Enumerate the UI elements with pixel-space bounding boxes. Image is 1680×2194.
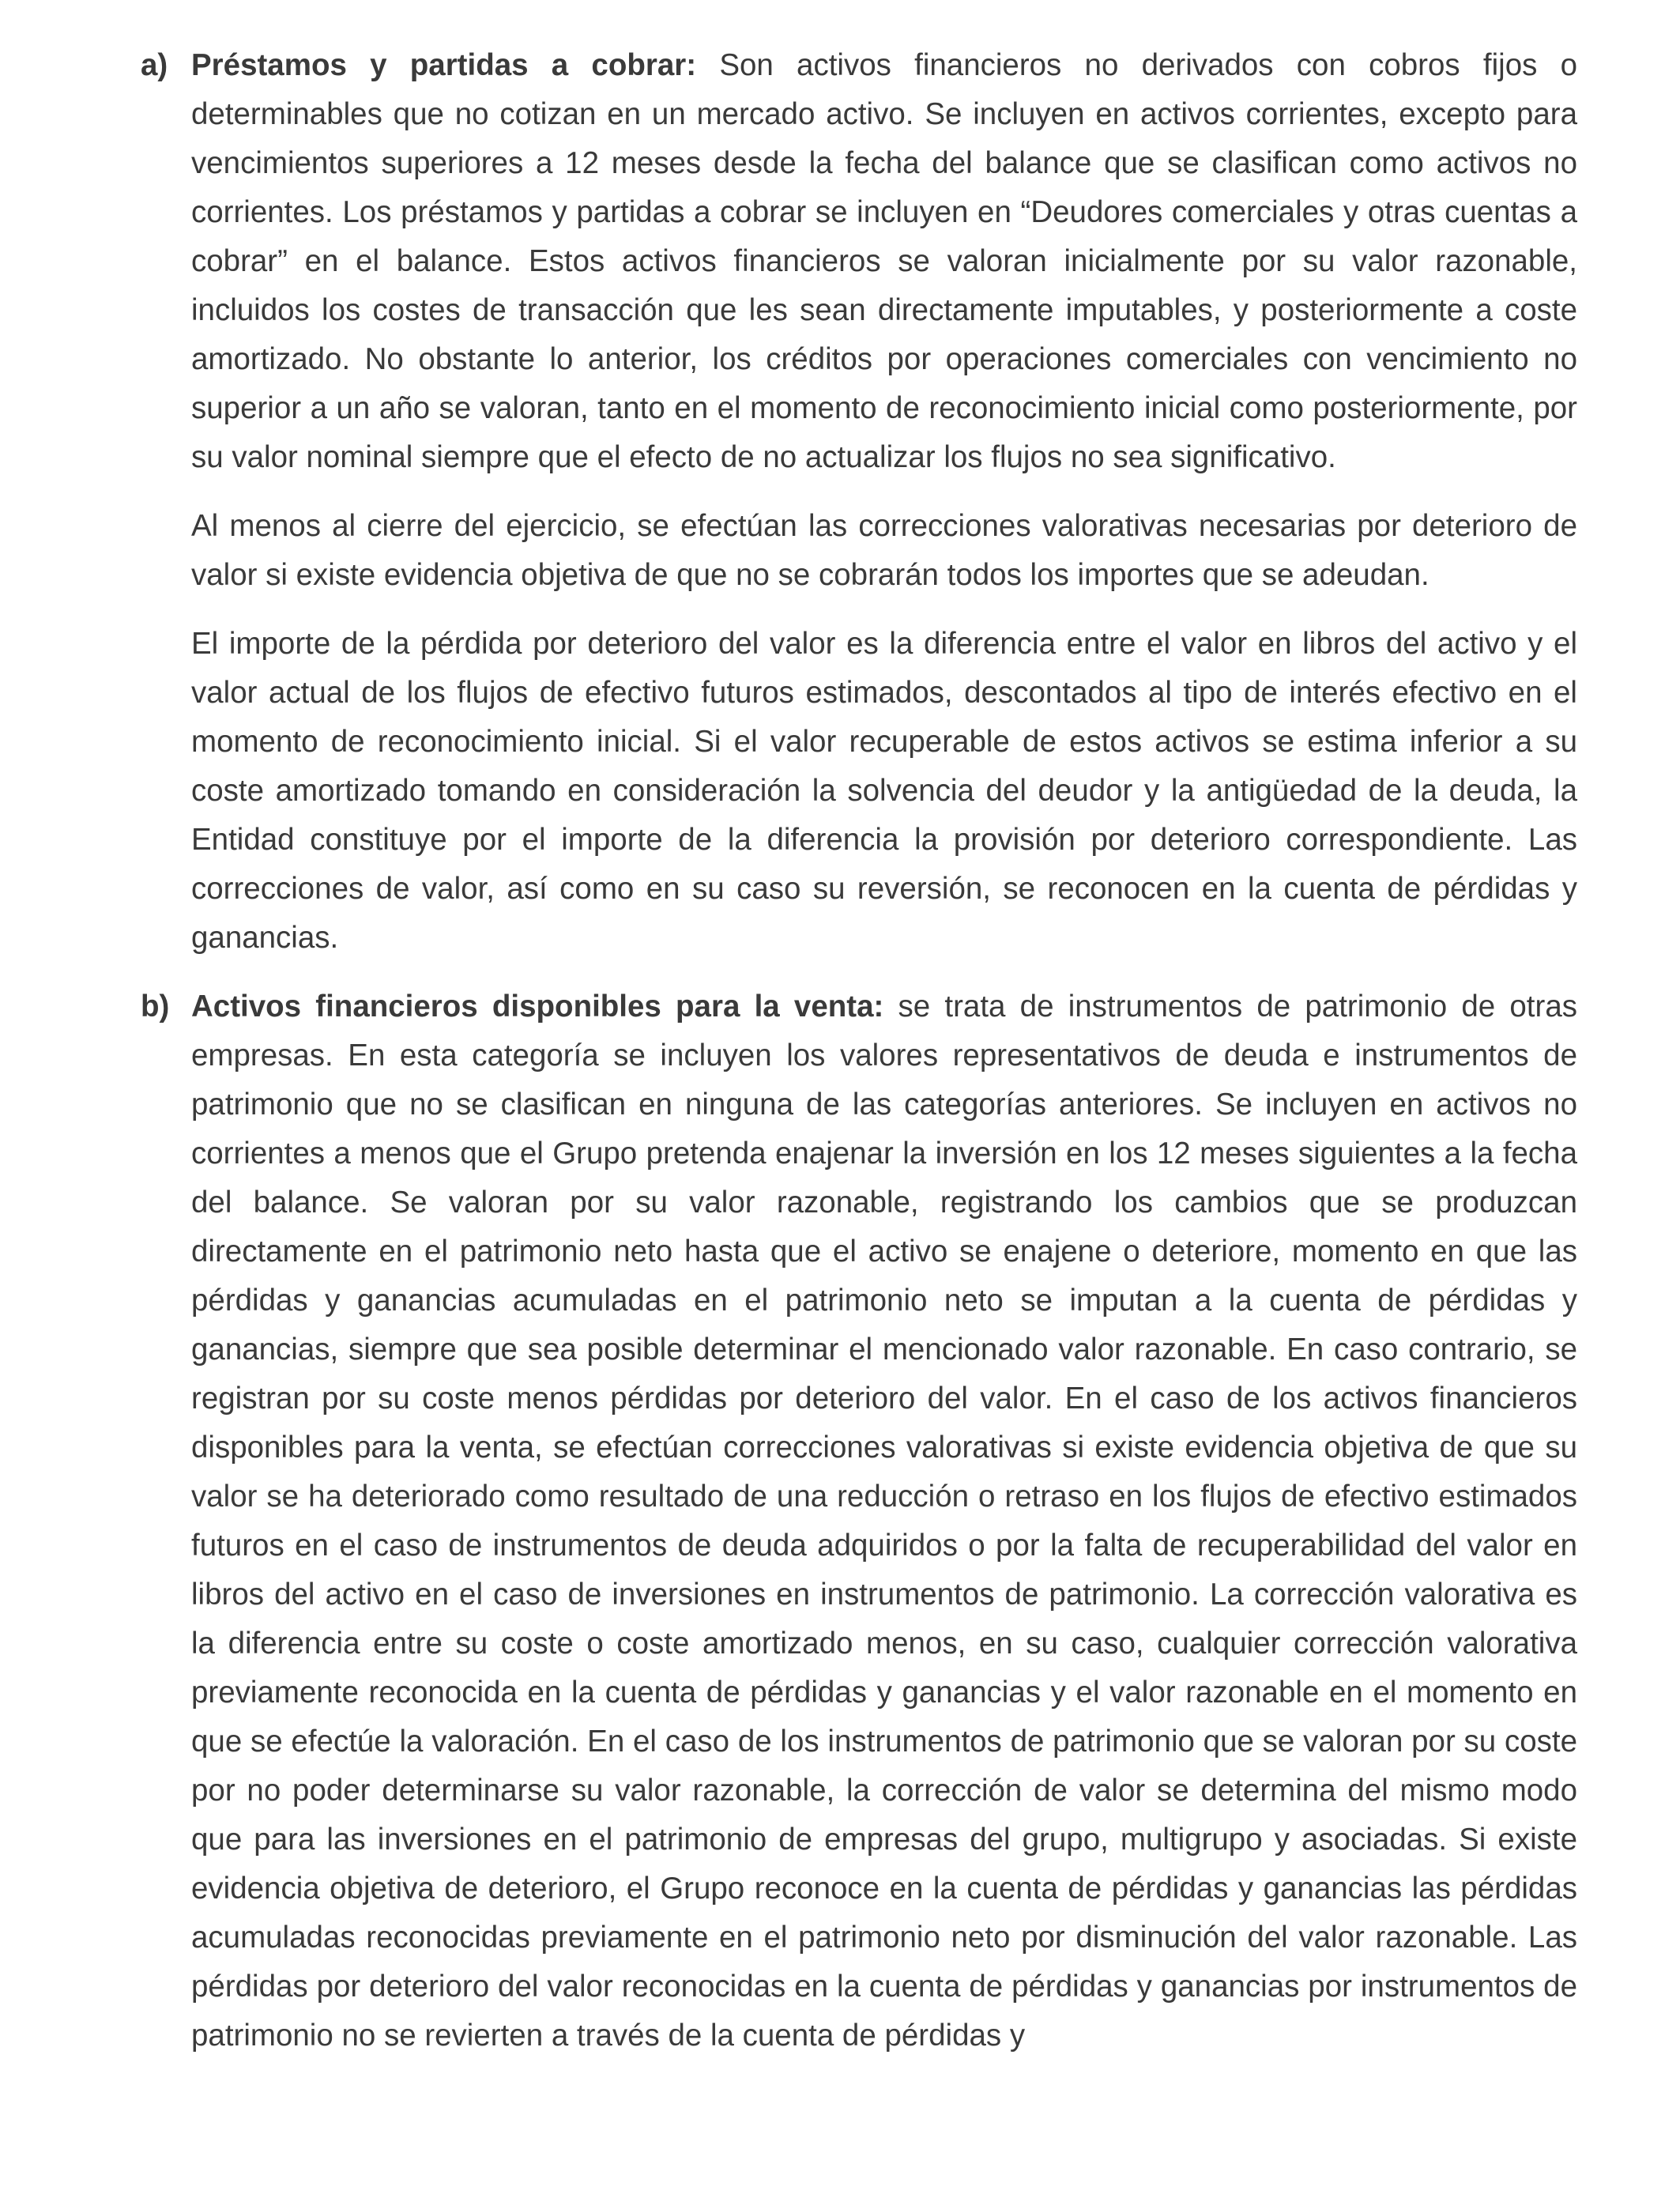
list-item-a [141, 41, 1577, 963]
list-marker-b: b) [141, 990, 170, 1023]
term-heading-b: Activos financieros disponibles para la venta: [191, 990, 884, 1023]
paragraph-a-2: Al menos al cierre del ejercicio, se efectúan las correcciones valorativas necesarias por deterioro de valor si existe evidencia objetiva de que no se cobrarán todos los importes que se adeudan. [191, 509, 1577, 592]
paragraph-b-1-text: se trata de instrumentos de patrimonio de otras empresas. En esta categoría se incluyen los valores representativos de deuda e instrumentos de patrimonio que no se clasifican en ninguna de las categorías anteriores. Se incluyen en activos no corrientes a menos que el Grupo pretenda enajenar la inversión en los 12 meses siguientes a la fecha del balance. Se valoran por su valor razonable, registrando los cambios que se produzcan directamente en el patrimonio neto hasta que el activo se enajene o deteriore, momento en que las pérdidas y ganancias acumuladas en el patrimonio neto se imputan a la cuenta de pérdidas y ganancias, siempre que sea posible determinar el mencionado valor razonable. En caso contrario, se registran por su coste menos pérdidas por deterioro del valor. En el caso de los activos financieros disponibles para la venta, se efectúan correcciones valorativas si existe evidencia objetiva de que su valor se ha deteriorado como resultado de una reducción o retraso en los flujos de efectivo estimados futuros en el caso de instrumentos de deuda adquiridos o por la falta de recuperabilidad del valor en libros del activo en el caso de inversiones en instrumentos de patrimonio. La corrección valorativa es la diferencia entre su coste o coste amortizado menos, en su caso, cualquier corrección valorativa previamente reconocida en la cuenta de pérdidas y ganancias y el valor razonable en el momento en que se efectúe la valoración. En el caso de los instrumentos de patrimonio que se valoran por su coste por no poder determinarse su valor razonable, la corrección de valor se determina del mismo modo que para las inversiones en el patrimonio de empresas del grupo, multigrupo y asociadas. Si existe evidencia objetiva de deterioro, el Grupo reconoce en la cuenta de pérdidas y ganancias las pérdidas acumuladas reconocidas previamente en el patrimonio neto por disminución del valor razonable. Las pérdidas por deterioro del valor reconocidas en la cuenta de pérdidas y ganancias por instrumentos de patrimonio no se revierten a través de la cuenta de pérdidas y [191, 990, 1577, 2053]
paragraph-a-3: El importe de la pérdida por deterioro del valor es la diferencia entre el valor en libros del activo y el valor actual de los flujos de efectivo futuros estimados, descontados al tipo de interés efectivo en el momento de reconocimiento inicial. Si el valor recuperable de estos activos se estima inferior a su coste amortizado tomando en consideración la solvencia del deudor y la antigüedad de la deuda, la Entidad constituye por el importe de la diferencia la provisión por deterioro correspondiente. Las correcciones de valor, así como en su caso su reversión, se reconocen en la cuenta de pérdidas y ganancias. [191, 627, 1577, 955]
term-heading-a: Préstamos y partidas a cobrar: [191, 48, 697, 82]
document-body [141, 41, 1577, 2060]
list-item-b [141, 982, 1577, 2060]
paragraph-b-1 [191, 982, 1577, 2060]
list-marker-a: a) [141, 48, 168, 82]
paragraph-a-1 [191, 41, 1577, 482]
paragraph-a-1-text: Son activos financieros no derivados con cobros fijos o determinables que no cotizan en un mercado activo. Se incluyen en activos corrientes, excepto para vencimientos superiores a 12 meses desde la fecha del balance que se clasifican como activos no corrientes. Los préstamos y partidas a cobrar se incluyen en “Deudores comerciales y otras cuentas a cobrar” en el balance. Estos activos financieros se valoran inicialmente por su valor razonable, incluidos los costes de transacción que les sean directamente imputables, y posteriormente a coste amortizado. No obstante lo anterior, los créditos por operaciones comerciales con vencimiento no superior a un año se valoran, tanto en el momento de reconocimiento inicial como posteriormente, por su valor nominal siempre que el efecto de no actualizar los flujos no sea significativo. [191, 48, 1578, 474]
